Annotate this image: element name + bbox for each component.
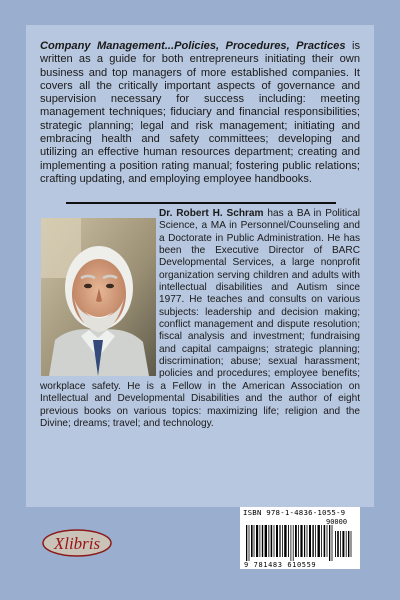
divider xyxy=(66,202,336,204)
isbn-text: ISBN 978-1-4836-1055-9 xyxy=(243,508,346,517)
author-name: Dr. Robert H. Schram xyxy=(159,208,264,219)
book-title: Company Management...Policies, Procedures, Practices xyxy=(40,40,346,52)
publisher-logo xyxy=(41,528,113,558)
publisher-logo-text: Xlibris xyxy=(53,534,101,553)
book-description xyxy=(40,40,360,186)
price-code: 90000 xyxy=(326,518,348,526)
author-photo xyxy=(41,218,156,376)
description-text: is written as a guide for both entrepreneurs initiating their own business and top managers of more established companies. It covers all the critically important aspects of governance and supervision necessary for success including: meeting management techniques; fiduciary and financial responsibilities; strategic planning; legal and risk management; initiating and embracing health and safety committees; developing and utilizing an effective human resources department; creating and implementing a position rating manual; fostering public relations; crafting updating, and employing employee handbooks. xyxy=(40,40,360,185)
bio-text: has a BA in Political Science, a MA in Personnel/Counseling and a Doctorate in Public Administration. He has been the Executive Director of BARC Developmental Services, a large nonprofit organization serving children and adults with intellectual disabilities and Autism since 1977. He teaches and consults on various subjects: leadership and decision making; conflict management and dispute resolution; fiscal analysis and investment; fundraising and capital campaigns; strategic planning; discrimination; abuse; sexual harassment; policies and procedures; employee benefits; workplace safety. He is a Fellow in the American Association on Intellectual and Developmental Disabilities and the author of eight previous books on various topics: maximizing life; religion and the Divine; dreams; travel; and technology. xyxy=(40,208,360,429)
ean-digits: 9 781483 610559 xyxy=(244,561,317,569)
